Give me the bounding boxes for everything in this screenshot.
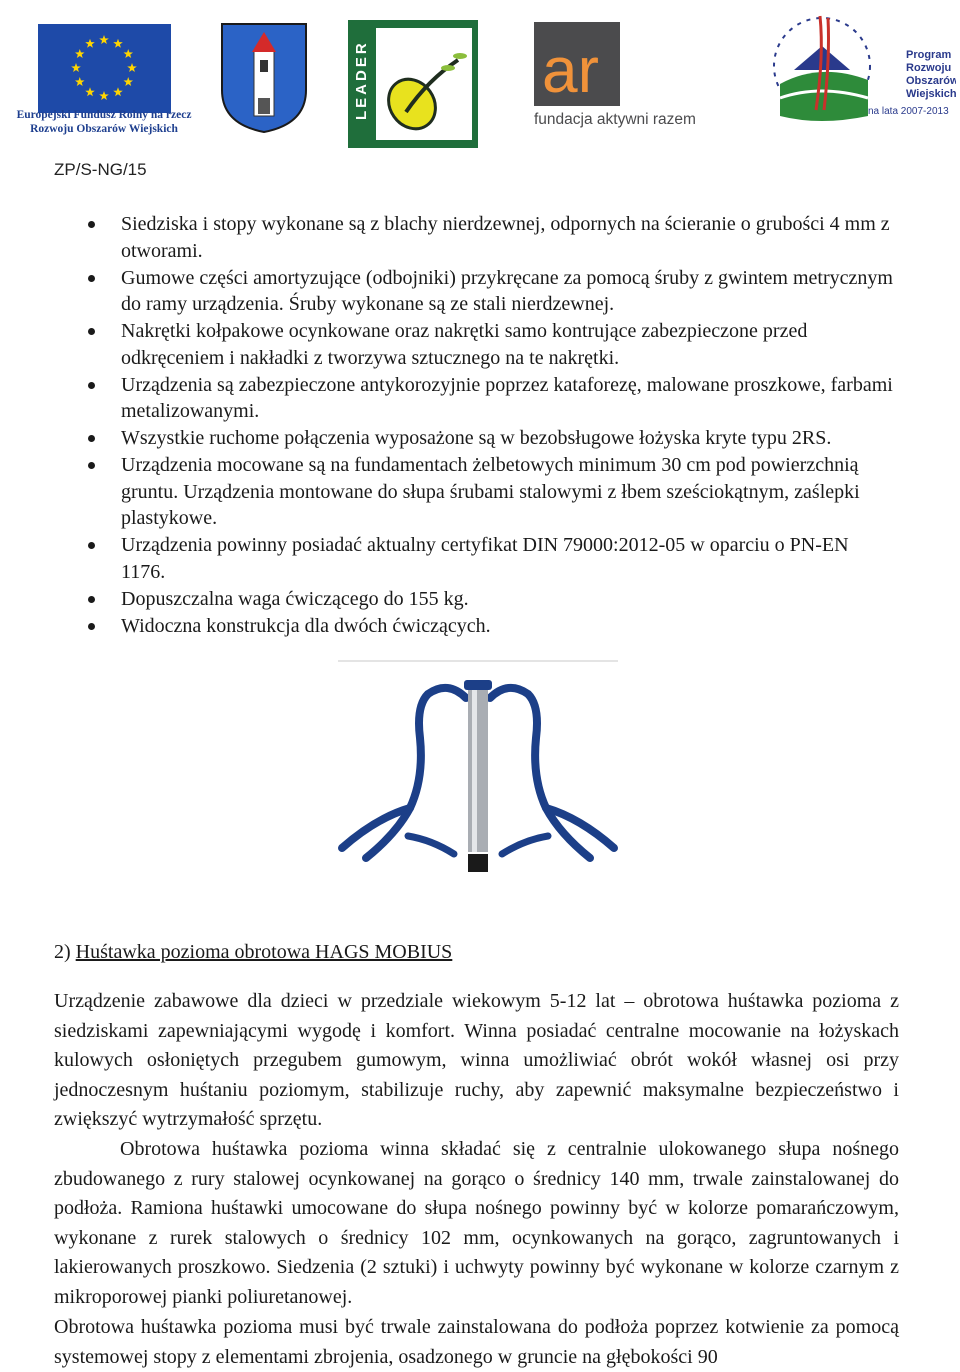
prow-logo (760, 6, 956, 130)
list-item: Urządzenia są zabezpieczone antykorozyjnie poprzez kataforezę, malowane proszkowe, farbami metalizowanymi. (54, 372, 894, 425)
spec-bullet-list (54, 211, 894, 640)
eu-caption-line1: Europejski Fundusz Rolny na rzecz (16, 109, 192, 121)
list-item: Nakrętki kołpakowe ocynkowane oraz nakrętki samo kontrujące zabezpieczone przed odkręceniem i nakładki z tworzywa sztucznego na te nakrętki. (54, 318, 894, 371)
far-caption: fundacja aktywni razem (534, 111, 696, 128)
prow-years: na lata 2007-2013 (868, 106, 949, 117)
coat-of-arms (218, 20, 310, 136)
prow-emblem-icon (760, 6, 956, 130)
list-item: Urządzenia powinny posiadać aktualny certyfikat DIN 79000:2012-05 w oparciu o PN-EN 1176. (54, 532, 894, 585)
paragraph: Urządzenie zabawowe dla dzieci w przedziale wiekowym 5-12 lat – obrotowa huśtawka pozioma z siedziskami zapewniającymi wygodę i komfort. Winna posiadać centralne mocowanie na łożyskach kulowych osłoniętych przegubem gumowym, winna umożliwiać obrót wokół własnej osi przy jednoczesnym huśtaniu poziomym, stabilizuje ruchy, aby zapewnić maksymalne bezpieczeństwo i zwiększyć wytrzymałość sprzętu. (54, 990, 899, 1131)
far-logo (532, 22, 728, 132)
eu-flag-icon (14, 18, 194, 138)
eu-caption-line2: Rozwoju Obszarów Wiejskich (30, 123, 178, 135)
tower-shield-icon (218, 20, 310, 136)
section-heading (54, 941, 452, 964)
list-item: Gumowe części amortyzujące (odbojniki) przykręcane za pomocą śruby z gwintem metrycznym do ramy urządzenia. Śruby wykonane są ze stali nierdzewnej. (54, 265, 894, 318)
prow-line2: Rozwoju (906, 62, 952, 74)
section-title: Huśtawka pozioma obrotowa HAGS MOBIUS (75, 941, 453, 963)
equipment-illustration (336, 658, 620, 878)
list-item: Dopuszczalna waga ćwiczącego do 155 kg. (54, 586, 894, 613)
prow-line1: Program (906, 49, 952, 61)
list-item: Urządzenia mocowane są na fundamentach żelbetowych minimum 30 cm pod powierzchnią gruntu. Urządzenia montowane do słupa śrubami stalowymi z łbem sześciokątnym, zaślepki plastykowe. (54, 452, 894, 532)
leader-text: LEADER (353, 40, 370, 120)
prow-line3: Obszarów (906, 75, 956, 87)
list-item: Widoczna konstrukcja dla dwóch ćwiczących. (54, 613, 894, 640)
leader-logo (348, 20, 478, 148)
leaf-icon (348, 20, 478, 148)
far-mark-icon (532, 22, 728, 132)
prow-line4: Wiejskich (906, 88, 956, 100)
list-item: Wszystkie ruchome połączenia wyposażone są w bezobsługowe łożyska kryte typu 2RS. (54, 425, 894, 452)
section-number: 2) (54, 941, 71, 963)
header-logos (0, 0, 960, 160)
paragraph: Obrotowa huśtawka pozioma winna składać się z centralnie ulokowanego słupa nośnego zbudowanego z rury stalowej ocynkowanej na gorąco o średnicy 140 mm, trwale zainstalowanej do podłoża. Ramiona huśtawki umocowane do słupa nośnego powinny być w kolorze pomarańczowym, wykonane z rurek stalowych o średnicy 102 mm, ocynkowanych na gorąco, zagruntowanych i lakierowanych proszkowo. Siedzenia (2 sztuki) i uchwyty powinny być wykonane w kolorze czarnym z mikroporowej pianki poliuretanowej. (54, 1138, 899, 1308)
outdoor-gym-equipment-icon (336, 658, 620, 878)
eu-logo (14, 18, 194, 138)
far-mark: ar (542, 34, 599, 106)
list-item: Siedziska i stopy wykonane są z blachy nierdzewnej, odpornych na ścieranie o grubości 4 mm z otworami. (54, 211, 894, 264)
document-id: ZP/S-NG/15 (54, 160, 147, 179)
paragraph: Obrotowa huśtawka pozioma musi być trwale zainstalowana do podłoża poprzez kotwienie za pomocą systemowej stopy z elementami zbrojenia, osadzonego w gruncie na głębokości 90 (54, 1316, 899, 1368)
